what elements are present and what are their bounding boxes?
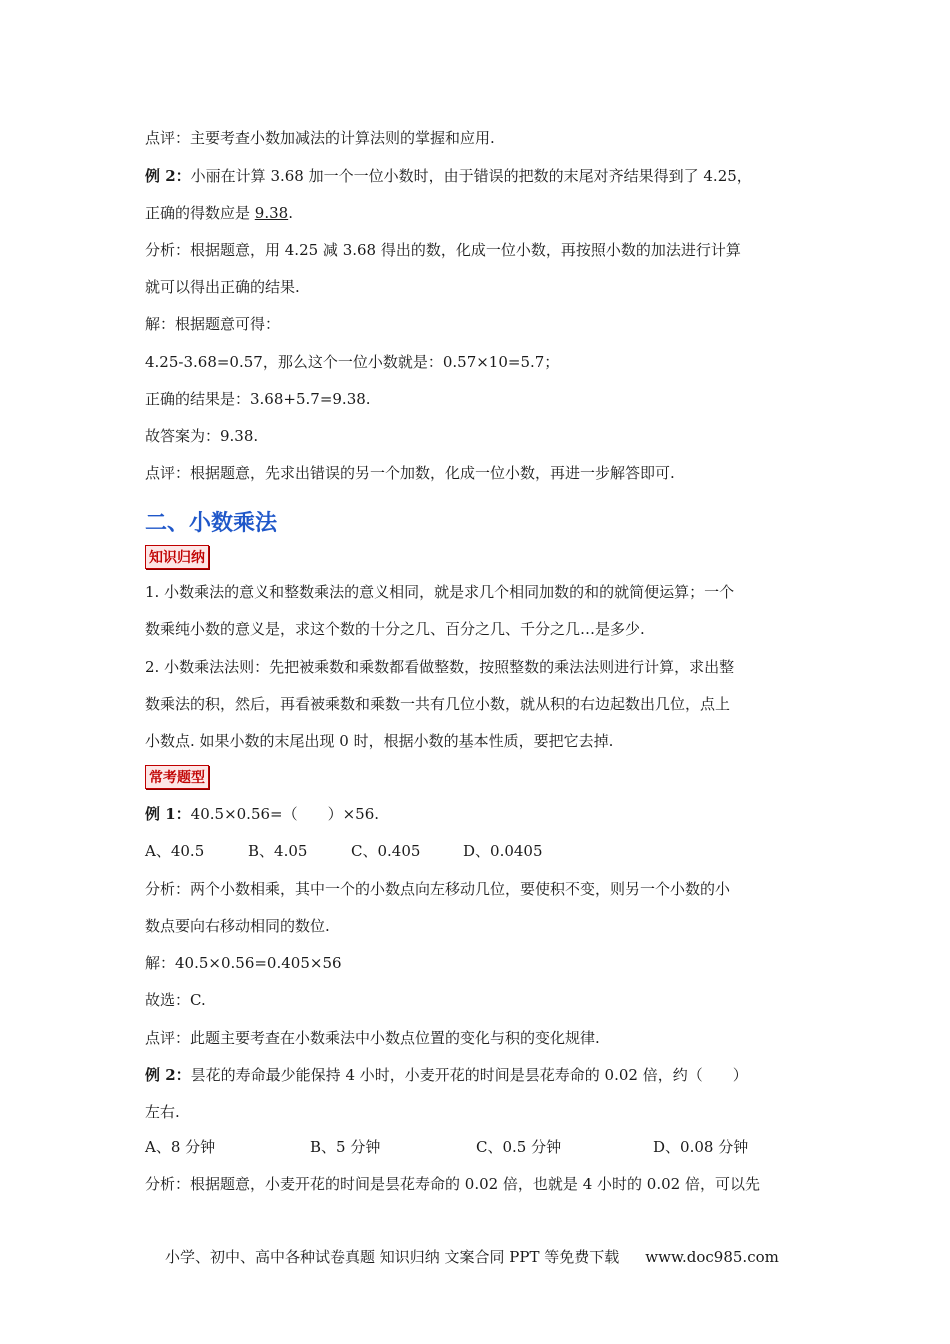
- ex1-choice-c: C、0.405: [351, 842, 421, 860]
- ex1-answer: 故选：C.: [145, 991, 206, 1009]
- ex1-analysis-line-1: 分析：两个小数相乘，其中一个的小数点向左移动几位，要使积不变，则另一个小数的小: [145, 880, 731, 898]
- point-2-line-3: 小数点. 如果小数的末尾出现 0 时，根据小数的基本性质，要把它去掉.: [145, 732, 614, 750]
- example-2-label: 例 2：: [145, 167, 191, 185]
- knowledge-tag: 知识归纳: [145, 545, 209, 569]
- analysis-line-2: 就可以得出正确的结果.: [145, 278, 300, 296]
- solution-intro: 解：根据题意可得：: [145, 315, 281, 333]
- ex1-solution: 解：40.5×0.56=0.405×56: [145, 954, 342, 972]
- ex1-analysis-line-2: 数点要向右移动相同的数位.: [145, 917, 330, 935]
- ex1-comment: 点评：此题主要考查在小数乘法中小数点位置的变化与积的变化规律.: [145, 1029, 600, 1047]
- example-2-answer: 9.38: [254, 204, 289, 222]
- example-2-answer-prefix: 正确的得数应是: [145, 204, 255, 222]
- comment-2: 点评：根据题意，先求出错误的另一个加数，化成一位小数，再进一步解答即可.: [145, 464, 675, 482]
- ex1-choice-d: D、0.0405: [463, 842, 543, 860]
- ex2-choice-b: B、5 分钟: [310, 1138, 381, 1156]
- ex1-choice-a: A、40.5: [145, 842, 205, 860]
- comment-1: 点评：主要考查小数加减法的计算法则的掌握和应用.: [145, 129, 495, 147]
- mul-example-2-label: 例 2：: [145, 1066, 191, 1084]
- section-heading: 二、小数乘法: [145, 511, 278, 536]
- point-1-line-2: 数乘纯小数的意义是，求这个数的十分之几、百分之几、千分之几…是多少.: [145, 620, 645, 638]
- question-type-tag: 常考题型: [145, 765, 209, 789]
- page-footer: [165, 1246, 779, 1267]
- mul-example-1-label: 例 1：: [145, 805, 191, 823]
- footer-text: 小学、初中、高中各种试卷真题 知识归纳 文案合同 PPT 等免费下载: [165, 1248, 620, 1266]
- ex2-choice-d: D、0.08 分钟: [653, 1138, 749, 1156]
- point-1-line-1: 1. 小数乘法的意义和整数乘法的意义相同，就是求几个相同加数的和的就简便运算；一个: [145, 583, 735, 601]
- ex1-choice-b: B、4.05: [248, 842, 308, 860]
- mul-example-2-line-1: [145, 1065, 810, 1085]
- analysis-line-1: 分析：根据题意，用 4.25 减 3.68 得出的数，化成一位小数，再按照小数的加法进行计算: [145, 241, 741, 259]
- mul-example-2-question: 昙花的寿命最少能保持 4 小时，小麦开花的时间是昙花寿命的 0.02 倍，约（ ）: [190, 1066, 748, 1084]
- mul-example-1-line: [145, 804, 810, 824]
- ex2-choice-c: C、0.5 分钟: [476, 1138, 562, 1156]
- mul-example-2-line-2: 左右.: [145, 1103, 180, 1121]
- ex2-analysis-line-1: 分析：根据题意，小麦开花的时间是昙花寿命的 0.02 倍，也就是 4 小时的 0.02 倍，可以先: [145, 1175, 760, 1193]
- footer-url[interactable]: www.doc985.com: [645, 1248, 779, 1266]
- solution-step-2: 正确的结果是：3.68+5.7=9.38.: [145, 390, 371, 408]
- ex2-choice-a: A、8 分钟: [145, 1138, 216, 1156]
- point-2-line-1: 2. 小数乘法法则：先把被乘数和乘数都看做整数，按照整数的乘法法则进行计算，求出整: [145, 658, 735, 676]
- example-2-line-2: [145, 203, 810, 223]
- solution-step-1: 4.25-3.68=0.57，那么这个一位小数就是：0.57×10=5.7；: [145, 353, 560, 371]
- example-2-question: 小丽在计算 3.68 加一个一位小数时，由于错误的把数的末尾对齐结果得到了 4.25，: [190, 167, 752, 185]
- mul-example-1-question: 40.5×0.56=（ ）×56.: [190, 805, 380, 823]
- final-answer: 故答案为：9.38.: [145, 427, 259, 445]
- example-2-line-1: [145, 166, 810, 186]
- point-2-line-2: 数乘法的积，然后，再看被乘数和乘数一共有几位小数，就从积的右边起数出几位，点上: [145, 695, 731, 713]
- example-2-answer-suffix: .: [288, 204, 293, 222]
